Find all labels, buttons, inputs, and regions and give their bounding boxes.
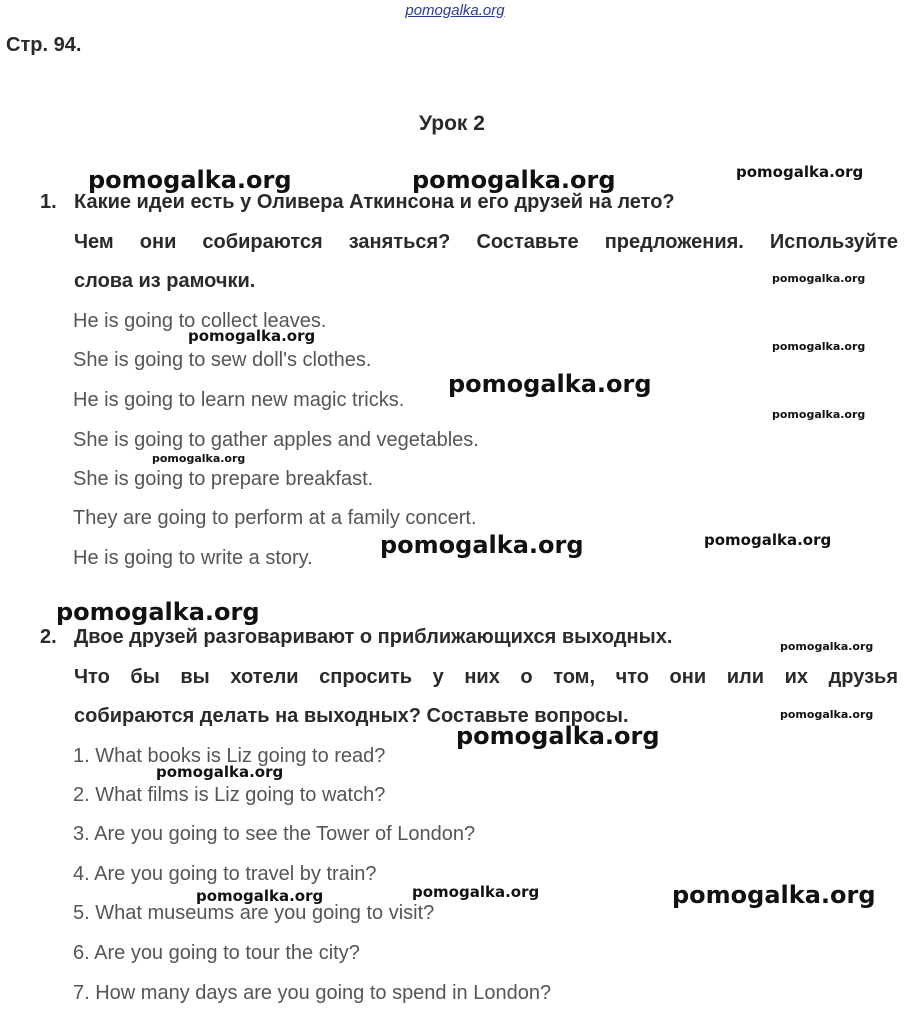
watermark: pomogalka.org xyxy=(56,598,260,626)
task1-answer: They are going to perform at a family concert. xyxy=(73,507,477,529)
lesson-title: Урок 2 xyxy=(419,112,485,135)
task2-answer: 2. What films is Liz going to watch? xyxy=(73,784,386,806)
task2-answer: 5. What museums are you going to visit? xyxy=(73,902,435,924)
task2-answer: 1. What books is Liz going to read? xyxy=(73,745,386,767)
page-reference: Стр. 94. xyxy=(6,34,82,56)
watermark: pomogalka.org xyxy=(456,722,660,750)
watermark: pomogalka.org xyxy=(672,881,876,909)
task1-answer: She is going to prepare breakfast. xyxy=(73,468,374,490)
task1-line: слова из рамочки. xyxy=(74,270,256,292)
watermark: pomogalka.org xyxy=(772,340,866,353)
watermark: pomogalka.org xyxy=(780,640,874,653)
watermark: pomogalka.org xyxy=(448,370,652,398)
task1-answer: He is going to collect leaves. xyxy=(73,310,327,332)
watermark: pomogalka.org xyxy=(412,166,616,194)
task1-answer: He is going to write a story. xyxy=(73,547,313,569)
task2-answer: 4. Are you going to travel by train? xyxy=(73,863,377,885)
task2-answer: 7. How many days are you going to spend in London? xyxy=(73,982,552,1004)
task1-answer: He is going to learn new magic tricks. xyxy=(73,389,405,411)
watermark: pomogalka.org xyxy=(152,452,246,465)
watermark: pomogalka.org xyxy=(156,763,284,781)
watermark: pomogalka.org xyxy=(88,166,292,194)
site-link[interactable]: pomogalka.org xyxy=(405,2,505,19)
task2-number: 2. xyxy=(40,626,57,648)
watermark: pomogalka.org xyxy=(196,887,324,905)
task1-number: 1. xyxy=(40,191,57,213)
task1-answer: She is going to gather apples and vegetables. xyxy=(73,429,479,451)
task2-answer: 6. Are you going to tour the city? xyxy=(73,942,360,964)
watermark: pomogalka.org xyxy=(772,272,866,285)
task1-line: Какие идеи есть у Оливера Аткинсона и его друзей на лето? xyxy=(74,191,675,213)
watermark: pomogalka.org xyxy=(188,327,316,345)
task1-line: Чем они собираются заняться? Составьте предложения. Используйте xyxy=(74,231,898,253)
watermark: pomogalka.org xyxy=(736,163,864,181)
task2-line: собираются делать на выходных? Составьте вопросы. xyxy=(74,705,629,727)
watermark: pomogalka.org xyxy=(772,408,866,421)
watermark: pomogalka.org xyxy=(380,531,584,559)
task2-line: Двое друзей разговаривают о приближающихся выходных. xyxy=(74,626,673,648)
watermark: pomogalka.org xyxy=(412,883,540,901)
task2-answer: 3. Are you going to see the Tower of London? xyxy=(73,823,476,845)
watermark: pomogalka.org xyxy=(780,708,874,721)
task1-answer: She is going to sew doll's clothes. xyxy=(73,349,372,371)
task2-line: Что бы вы хотели спросить у них о том, что они или их друзья xyxy=(74,666,898,688)
watermark: pomogalka.org xyxy=(704,531,832,549)
